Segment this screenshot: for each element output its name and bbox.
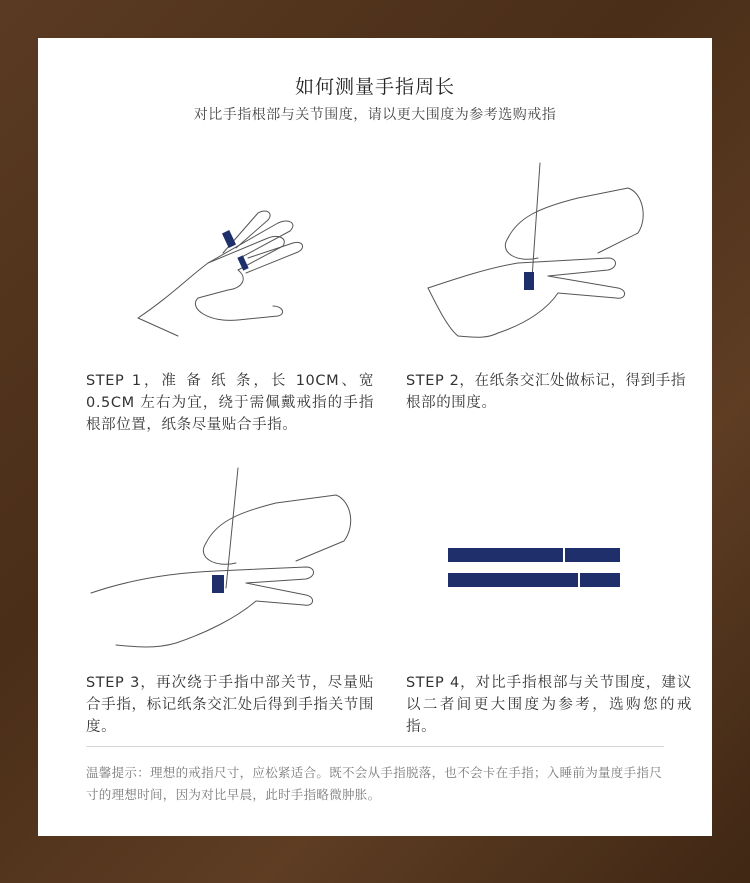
finger-base-strip <box>448 548 563 562</box>
sizing-guide-card <box>38 38 712 836</box>
finger-base-strip-end <box>565 548 620 562</box>
page-title: 如何测量手指周长 <box>294 76 455 98</box>
divider <box>86 746 664 747</box>
paper-strip-icon <box>524 272 534 290</box>
step1-text: STEP 1，准 备 纸 条，长 10CM、宽 0.5CM 左右为宜，绕于需佩戴戒指的手指根部位置，纸条尽量贴合手指。 <box>86 373 374 433</box>
step4-text: STEP 4，对比手指根部与关节围度，建议以二者间更大围度为参考，选购您的戒指。 <box>406 675 692 735</box>
knuckle-strip <box>448 573 578 587</box>
paper-strip-icon <box>222 230 236 248</box>
step2-hand-illustration <box>418 158 658 358</box>
paper-strip-icon <box>237 255 248 270</box>
page-subtitle: 对比手指根部与关节围度，请以更大围度为参考选购戒指 <box>193 107 557 123</box>
step4-strip-comparison <box>448 546 620 590</box>
paper-strip-icon <box>212 575 224 593</box>
warm-tip-text: 温馨提示：理想的戒指尺寸，应松紧适合。既不会从手指脱落，也不会卡在手指；入睡前为量度手指尺寸的理想时间，因为对比早晨，此时手指略微肿胀。 <box>86 765 663 802</box>
step1-hand-illustration <box>128 198 328 338</box>
step3-hand-illustration <box>86 463 366 663</box>
step3-text: STEP 3，再次绕于手指中部关节，尽量贴合手指，标记纸条交汇处后得到手指关节围度。 <box>86 675 374 735</box>
knuckle-strip-end <box>580 573 620 587</box>
step2-text: STEP 2，在纸条交汇处做标记，得到手指根部的围度。 <box>406 373 686 411</box>
